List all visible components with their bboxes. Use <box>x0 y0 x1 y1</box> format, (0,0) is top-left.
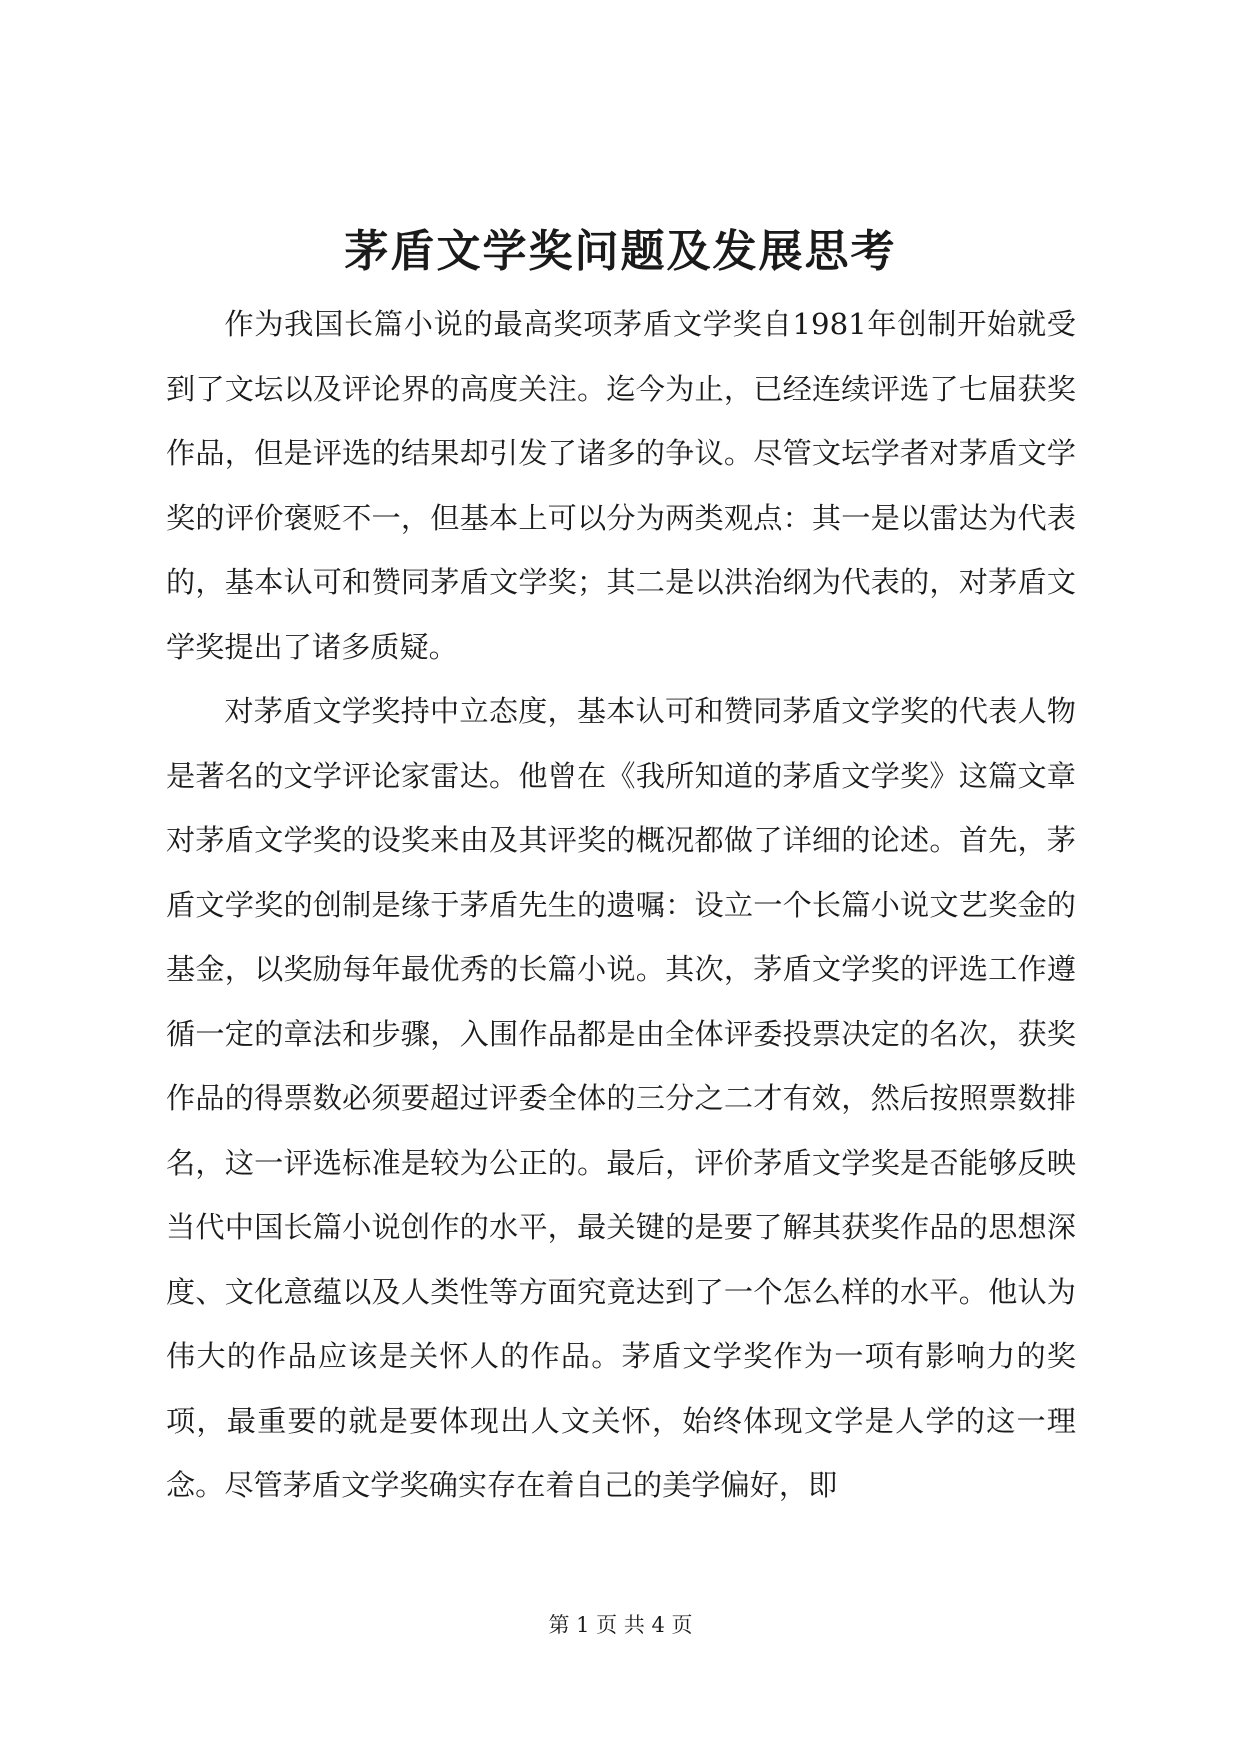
document-body <box>166 292 1076 1518</box>
document-title: 茅盾文学奖问题及发展思考 <box>344 226 897 277</box>
paragraph-1: 作为我国长篇小说的最高奖项茅盾文学奖自1981年创制开始就受到了文坛以及评论界的高度关注。迄今为止，已经连续评选了七届获奖作品，但是评选的结果却引发了诸多的争议。尽管文坛学者对茅盾文学奖的评价褒贬不一，但基本上可以分为两类观点：其一是以雷达为代表的，基本认可和赞同茅盾文学奖；其二是以洪治纲为代表的，对茅盾文学奖提出了诸多质疑。 <box>166 307 1076 664</box>
paragraph-2: 对茅盾文学奖持中立态度，基本认可和赞同茅盾文学奖的代表人物是著名的文学评论家雷达。他曾在《我所知道的茅盾文学奖》这篇文章对茅盾文学奖的设奖来由及其评奖的概况都做了详细的论述。首先，茅盾文学奖的创制是缘于茅盾先生的遗嘱：设立一个长篇小说文艺奖金的基金，以奖励每年最优秀的长篇小说。其次，茅盾文学奖的评选工作遵循一定的章法和步骤，入围作品都是由全体评委投票决定的名次，获奖作品的得票数必须要超过评委全体的三分之二才有效，然后按照票数排名，这一评选标准是较为公正的。最后，评价茅盾文学奖是否能够反映当代中国长篇小说创作的水平，最关键的是要了解其获奖作品的思想深度、文化意蕴以及人类性等方面究竟达到了一个怎么样的水平。他认为伟大的作品应该是关怀人的作品。茅盾文学奖作为一项有影响力的奖项，最重要的就是要体现出人文关怀，始终体现文学是人学的这一理念。尽管茅盾文学奖确实存在着自己的美学偏好，即 <box>166 694 1076 1502</box>
page-number-footer: 第 1 页 共 4 页 <box>548 1613 693 1637</box>
